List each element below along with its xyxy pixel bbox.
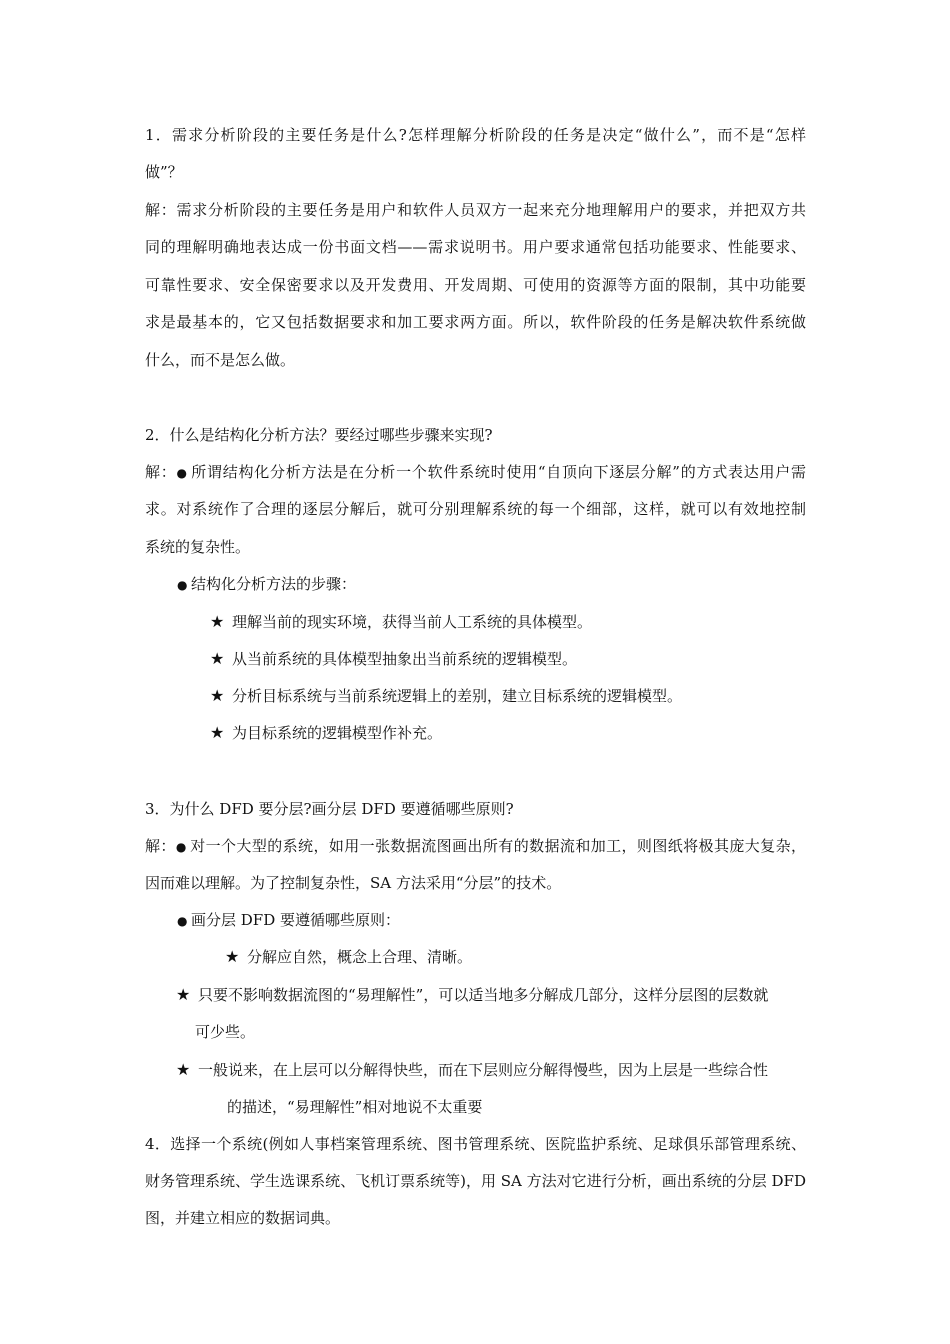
q3-principle-3-line-2: 的描述，“易理解性”相对地说不太重要 [227,1098,483,1116]
q3-answer-line-2: 因而难以理解。为了控制复杂性，SA 方法采用“分层”的技术。 [145,874,562,892]
q3-principles-heading-text: 画分层 DFD 要遵循哪些原则： [191,911,400,929]
q2-step-2 [210,649,577,669]
q1-title-line-1: 1．需求分析阶段的主要任务是什么?怎样理解分析阶段的任务是决定“做什么”，而不是“怎样 [145,126,806,144]
q1-answer-line-2: 同的理解明确地表达成一份书面文档——需求说明书。用户要求通常包括功能要求、性能要求、 [145,238,806,256]
bullet-icon: ● [177,578,188,592]
q2-steps-heading-text: 结构化分析方法的步骤： [191,575,357,593]
q2-step-text: 从当前系统的具体模型抽象出当前系统的逻辑模型。 [232,650,578,668]
bullet-icon: ● [176,466,187,480]
q4-line-3: 图，并建立相应的数据词典。 [145,1209,341,1227]
star-icon: ★ [210,612,225,631]
q1-answer-line-3: 可靠性要求、安全保密要求以及开发费用、开发周期、可使用的资源等方面的限制，其中功能要 [145,276,806,294]
star-icon: ★ [210,649,225,668]
q2-step-text: 分析目标系统与当前系统逻辑上的差别，建立目标系统的逻辑模型。 [232,687,683,705]
q4-line-1: 4．选择一个系统(例如人事档案管理系统、图书管理系统、医院监护系统、足球俱乐部管理系统、 [145,1135,806,1153]
q2-title: 2．什么是结构化分析方法？要经过哪些步骤来实现? [145,426,493,444]
answer-prefix: 解： [145,463,177,481]
q2-step-text: 理解当前的现实环境，获得当前人工系统的具体模型。 [232,613,593,631]
q2-answer-line-2: 求。对系统作了合理的逐层分解后，就可分别理解系统的每一个细部，这样，就可以有效地控制 [145,500,806,518]
q2-answer-line-1 [145,462,806,483]
q2-step-4 [210,723,442,743]
q2-step-1 [210,612,592,632]
q3-principle-3-line-1 [176,1060,768,1080]
q2-step-3 [210,686,682,706]
q1-answer-line-4: 求是最基本的，它又包括数据要求和加工要求两方面。所以，软件阶段的任务是解决软件系统做 [145,313,806,331]
bullet-icon: ● [177,914,188,928]
q3-principle-text: 分解应自然，概念上合理、清晰。 [247,948,473,966]
star-icon: ★ [210,686,225,705]
q3-answer-line-1 [145,836,806,857]
star-icon: ★ [176,1060,191,1079]
q2-step-text: 为目标系统的逻辑模型作补充。 [232,724,443,742]
q3-principle-2-line-2: 可少些。 [195,1023,256,1041]
star-icon: ★ [225,947,240,966]
q4-line-2: 财务管理系统、学生选课系统、飞机订票系统等)，用 SA 方法对它进行分析，画出系统的分层 DFD [145,1172,806,1190]
bullet-icon: ● [175,840,187,854]
q1-answer-line-1: 解：需求分析阶段的主要任务是用户和软件人员双方一起来充分地理解用户的要求，并把双方共 [145,201,806,219]
q1-title-line-2: 做”？ [145,163,183,181]
q2-answer-text-1: 所谓结构化分析方法是在分析一个软件系统时使用“自顶向下逐层分解”的方式表达用户需 [190,463,806,481]
q1-answer-line-5: 什么，而不是怎么做。 [145,351,296,369]
answer-prefix: 解： [145,837,176,855]
q3-principle-1 [225,947,472,967]
q3-principle-text: 一般说来，在上层可以分解得快些，而在下层则应分解得慢些，因为上层是一些综合性 [198,1061,769,1079]
q3-principles-heading [177,910,400,931]
q2-answer-line-3: 系统的复杂性。 [145,538,251,556]
q2-steps-heading [177,574,356,595]
star-icon: ★ [176,985,191,1004]
q3-principle-text: 只要不影响数据流图的“易理解性”，可以适当地多分解成几部分，这样分层图的层数就 [198,986,769,1004]
star-icon: ★ [210,723,225,742]
q3-title: 3．为什么 DFD 要分层?画分层 DFD 要遵循哪些原则? [145,800,514,818]
q3-principle-2-line-1 [176,985,768,1005]
q3-answer-text-1: 对一个大型的系统，如用一张数据流图画出所有的数据流和加工，则图纸将极其庞大复杂， [189,837,806,855]
